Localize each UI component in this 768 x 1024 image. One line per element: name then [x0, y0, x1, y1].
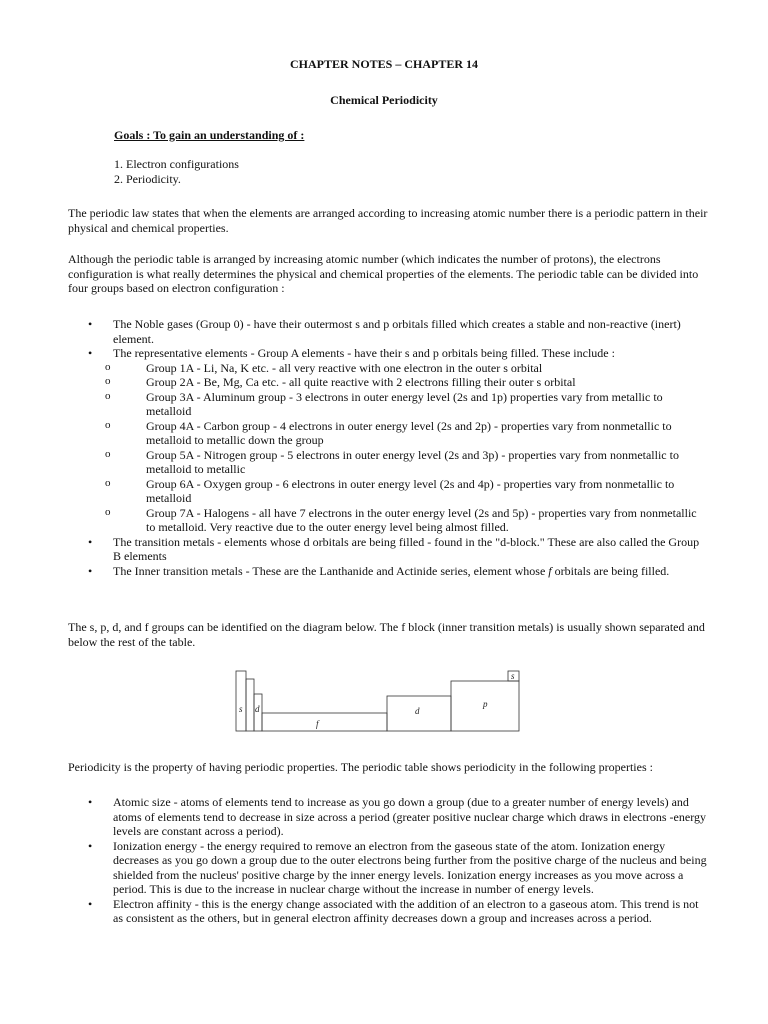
bullet-icon: •	[88, 563, 93, 578]
diagram-label-s: s	[239, 704, 243, 714]
s-block-group1	[236, 671, 246, 731]
sub-list-item	[105, 360, 708, 376]
goals-heading: Goals : To gain an understanding of :	[114, 128, 305, 142]
paragraph-blocks: The s, p, d, and f groups can be identified on the diagram below. The f block (inner transition metals) is usually shown separated and below the rest of the table.	[68, 620, 705, 649]
bullet-icon: •	[88, 896, 93, 911]
bullet-icon: •	[88, 838, 93, 853]
sub-list-item	[105, 476, 708, 506]
sub-list-item-text: Group 2A - Be, Mg, Ca etc. - all quite reactive with 2 electrons filling their outer s orbital	[146, 375, 576, 389]
diagram-label-p: p	[483, 699, 488, 709]
sub-list-item	[105, 505, 708, 535]
list-item-text: The Inner transition metals - These are the Lanthanide and Actinide series, element whose	[113, 563, 549, 578]
diagram-label-d-small: d	[255, 704, 260, 714]
chapter-title: CHAPTER NOTES – CHAPTER 14	[289, 57, 479, 71]
properties-list	[68, 795, 708, 926]
list-item-text: The Noble gases (Group 0) - have their outermost s and p orbitals filled which creates a stable and non-reactive (inert) element.	[113, 317, 681, 346]
list-item	[68, 795, 708, 839]
diagram-label-f: f	[316, 719, 319, 729]
list-item	[68, 317, 708, 346]
sub-list-item	[105, 447, 708, 477]
periodic-table-block-diagram	[227, 670, 521, 736]
sub-list-item-text: Group 3A - Aluminum group - 3 electrons in outer energy level (2s and 1p) properties vary from metallic to metalloid	[146, 389, 663, 418]
list-item	[68, 346, 708, 535]
list-item-text: The transition metals - elements whose d orbitals are being filled - found in the "d-block." These are also called the Group B elements	[113, 534, 700, 563]
circle-bullet-icon: o	[105, 389, 111, 402]
sub-list-item	[105, 418, 708, 448]
list-item	[68, 535, 708, 564]
sub-list-item-text: Group 4A - Carbon group - 4 electrons in outer energy level (2s and 2p) - properties vary from nonmetallic to metalloid to metallic down the group	[146, 418, 672, 447]
sub-list-item-text: Group 1A - Li, Na, K etc. - all very reactive with one electron in the outer s orbital	[146, 360, 543, 375]
circle-bullet-icon: o	[105, 375, 111, 387]
sub-list-item	[105, 375, 708, 390]
list-item-text: Electron affinity - this is the energy change associated with the addition of an electron to a gaseous atom. This trend is not as consistent as the others, but in general electron affinity decreases down a group and increases across a period.	[113, 896, 699, 925]
groups-list	[68, 317, 708, 578]
paragraph-periodicity: Periodicity is the property of having periodic properties. The periodic table shows periodicity in the following properties :	[68, 760, 653, 774]
bullet-icon: •	[88, 534, 93, 549]
f-italic: f	[548, 563, 552, 578]
bullet-icon: •	[88, 317, 93, 331]
list-item-text: Atomic size - atoms of elements tend to increase as you go down a group (due to a greater number of energy levels) and atoms of elements tend to decrease in size across a period (greater positive nuclear charge which draws in electrons -energy levels are constant across a period).	[113, 795, 706, 838]
subtitle: Chemical Periodicity	[330, 93, 438, 107]
circle-bullet-icon: o	[105, 447, 111, 460]
s-block-group2	[246, 679, 254, 731]
f-block	[262, 713, 387, 731]
list-item	[68, 839, 708, 897]
sub-list	[105, 360, 708, 535]
diagram-label-d: d	[415, 706, 420, 716]
circle-bullet-icon: o	[105, 505, 111, 518]
list-item	[68, 897, 708, 926]
list-item	[68, 564, 708, 579]
paragraph-periodic-law: The periodic law states that when the elements are arranged according to increasing atomic number there is a periodic pattern in their physical and chemical properties.	[68, 206, 708, 235]
list-item-text: Ionization energy - the energy required to remove an electron from the gaseous state of the atom. Ionization energy decreases as you go down a group due to the outer electrons being further from the positive charge of the nucleus and being shielded from the nucleus' positive charge by the inner energy levels. Ionization energy increases as you move across a period. This is due to the increase in nuclear charge without the increase in number of energy levels.	[113, 838, 707, 896]
list-item-text: The representative elements - Group A elements - have their s and p orbitals being filled. These include :	[113, 346, 615, 360]
goal-item: 1. Electron configurations	[114, 157, 239, 171]
circle-bullet-icon: o	[105, 476, 111, 489]
sub-list-item-text: Group 5A - Nitrogen group - 5 electrons in outer energy level (2s and 3p) - properties vary from nonmetallic to metalloid to metallic	[146, 447, 679, 476]
bullet-icon: •	[88, 795, 93, 809]
circle-bullet-icon: o	[105, 360, 111, 373]
diagram-label-s-top: s	[511, 671, 515, 681]
sub-list-item-text: Group 7A - Halogens - all have 7 electrons in the outer energy level (2s and 5p) - properties vary from nonmetallic to metalloid. Very reactive due to the outer energy level being almost filled.	[146, 505, 697, 534]
sub-list-item-text: Group 6A - Oxygen group - 6 electrons in outer energy level (2s and 4p) - properties vary from nonmetallic to metalloid	[146, 476, 675, 505]
list-item-text: orbitals are being filled.	[551, 563, 670, 578]
goal-item: 2. Periodicity.	[114, 172, 181, 186]
sub-list-item	[105, 389, 708, 419]
paragraph-table-groups: Although the periodic table is arranged by increasing atomic number (which indicates the number of protons), the electrons configuration is what really determines the physical and chemical properties of the elements. The periodic table can be divided into four groups based on electron configuration :	[68, 252, 699, 295]
bullet-icon: •	[88, 346, 93, 360]
circle-bullet-icon: o	[105, 418, 111, 431]
